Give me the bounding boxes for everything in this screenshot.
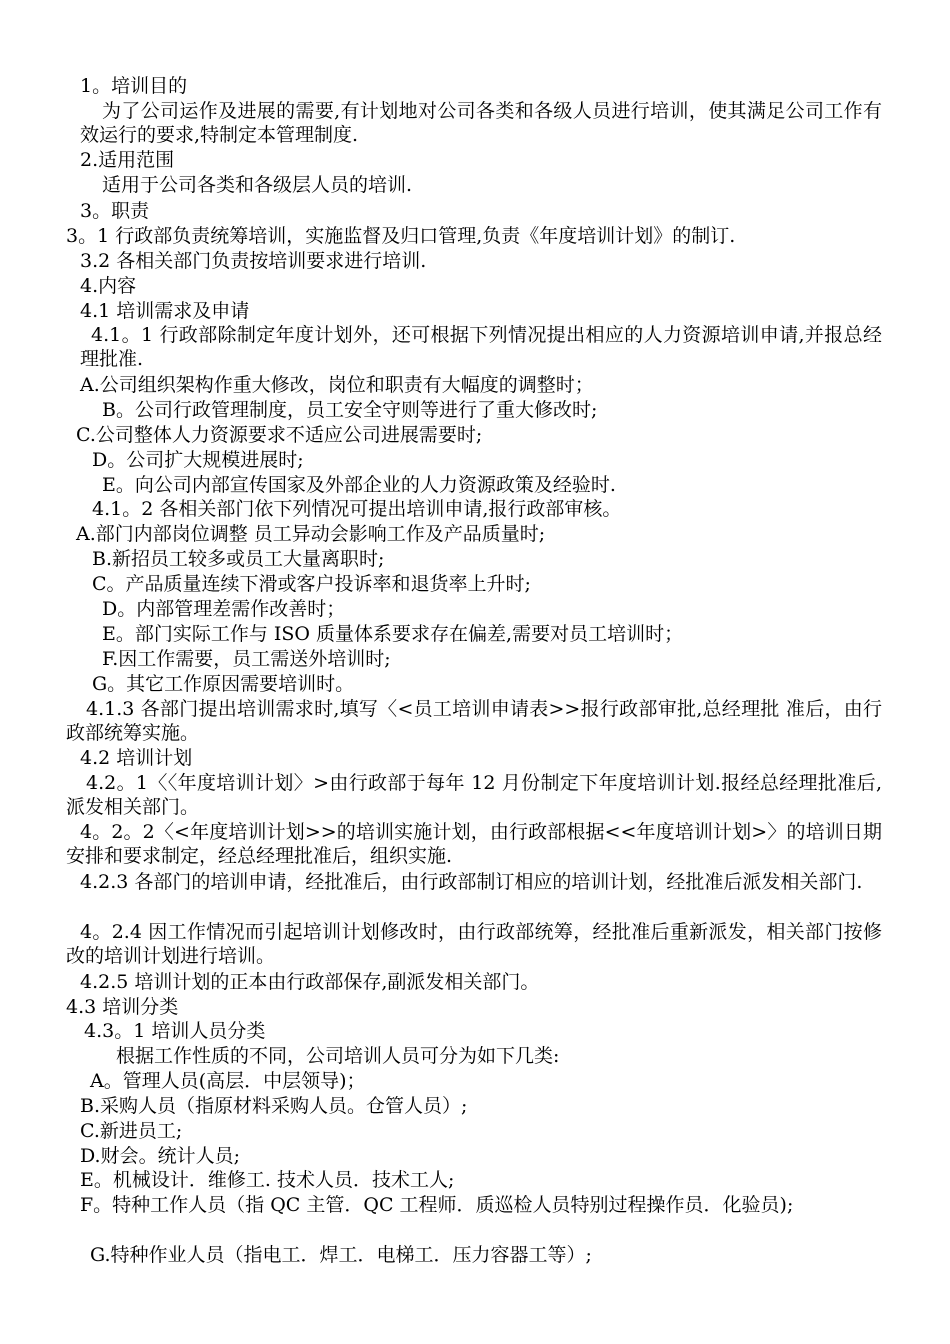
list-item: B.新招员工较多或员工大量离职时; — [92, 548, 385, 570]
list-item: F.因工作需要，员工需送外培训时; — [102, 648, 391, 670]
heading-purpose: 1。培训目的 — [80, 75, 188, 97]
heading-4-3: 4.3 培训分类 — [66, 996, 179, 1018]
paragraph-4-2-1: 4.2。1〈〈年度培训计划〉>由行政部于每年 12 月份制定下年度培训计划.报经总经理批准后,派发相关部门。 — [66, 772, 882, 818]
heading-4-3-1: 4.3。1 培训人员分类 — [84, 1020, 266, 1042]
list-item: A。管理人员(高层．中层领导)； — [90, 1070, 366, 1092]
list-item: D。公司扩大规模进展时; — [92, 449, 304, 471]
list-item: C.新进员工; — [80, 1120, 183, 1142]
paragraph-4-1-3: 4.1.3 各部门提出培训需求时,填写〈<员工培训申请表>>报行政部审批,总经理批 准后，由行政部统筹实施。 — [66, 698, 882, 744]
heading-scope: 2.适用范围 — [80, 149, 175, 171]
paragraph-3-1: 3。1 行政部负责统筹培训，实施监督及归口管理,负责《年度培训计划》的制订. — [66, 225, 736, 247]
list-item: C。产品质量连续下滑或客户投诉率和退货率上升时; — [92, 573, 531, 595]
heading-4-2: 4.2 培训计划 — [80, 747, 193, 769]
list-item: G.特种作业人员（指电工．焊工．电梯工．压力容器工等）; — [90, 1244, 592, 1266]
paragraph-4-2-4: 4。2.4 因工作情况而引起培训计划修改时，由行政部统筹，经批准后重新派发，相关部门按修改的培训计划进行培训。 — [66, 921, 882, 967]
list-item: E。向公司内部宣传国家及外部企业的人力资源政策及经验时. — [102, 474, 616, 496]
list-item: A.部门内部岗位调整 员工异动会影响工作及产品质量时; — [76, 523, 546, 545]
heading-4-1: 4.1 培训需求及申请 — [80, 300, 250, 322]
list-item: D。内部管理差需作改善时； — [102, 598, 346, 620]
list-item: E。部门实际工作与 ISO 质量体系要求存在偏差,需要对员工培训时； — [102, 623, 684, 645]
paragraph-4-2-5: 4.2.5 培训计划的正本由行政部保存,副派发相关部门。 — [80, 971, 540, 993]
list-item: B.采购人员（指原材料采购人员。仓管人员）; — [80, 1095, 468, 1117]
paragraph-4-1-1: 4.1。1 行政部除制定年度计划外，还可根据下列情况提出相应的人力资源培训申请,并报总经理批准. — [80, 324, 882, 370]
paragraph-3-2: 3.2 各相关部门负责按培训要求进行培训. — [80, 250, 427, 272]
list-item: A.公司组织架构作重大修改，岗位和职责有大幅度的调整时； — [80, 374, 594, 396]
paragraph-4-1-2: 4.1。2 各相关部门依下列情况可提出培训申请,报行政部审核。 — [92, 498, 622, 520]
paragraph-purpose: 为了公司运作及进展的需要,有计划地对公司各类和各级人员进行培训，使其满足公司工作有效运行的要求,特制定本管理制度. — [80, 100, 882, 146]
heading-responsibility: 3。职责 — [80, 200, 150, 222]
list-item: D.财会。统计人员; — [80, 1145, 240, 1167]
list-item: E。机械设计．维修工. 技术人员．技术工人; — [80, 1169, 455, 1191]
paragraph-scope: 适用于公司各类和各级层人员的培训. — [102, 174, 413, 196]
paragraph-4-2-3: 4.2.3 各部门的培训申请，经批准后，由行政部制订相应的培训计划，经批准后派发相关部门. — [80, 871, 863, 893]
list-item: B。公司行政管理制度，员工安全守则等进行了重大修改时; — [102, 399, 598, 421]
heading-content: 4.内容 — [80, 275, 137, 297]
list-item: G。其它工作原因需要培训时。 — [92, 673, 355, 695]
paragraph-categories-intro: 根据工作性质的不同，公司培训人员可分为如下几类: — [116, 1045, 560, 1067]
paragraph-4-2-2: 4。2。2〈<年度培训计划>>的培训实施计划，由行政部根据<<年度培训计划>〉的培训日期安排和要求制定，经总经理批准后，组织实施. — [66, 821, 882, 867]
list-item: F。特种工作人员（指 QC 主管．QC 工程师．质巡检人员特别过程操作员．化验员); — [80, 1194, 794, 1216]
list-item: C.公司整体人力资源要求不适应公司进展需要时; — [76, 424, 483, 446]
